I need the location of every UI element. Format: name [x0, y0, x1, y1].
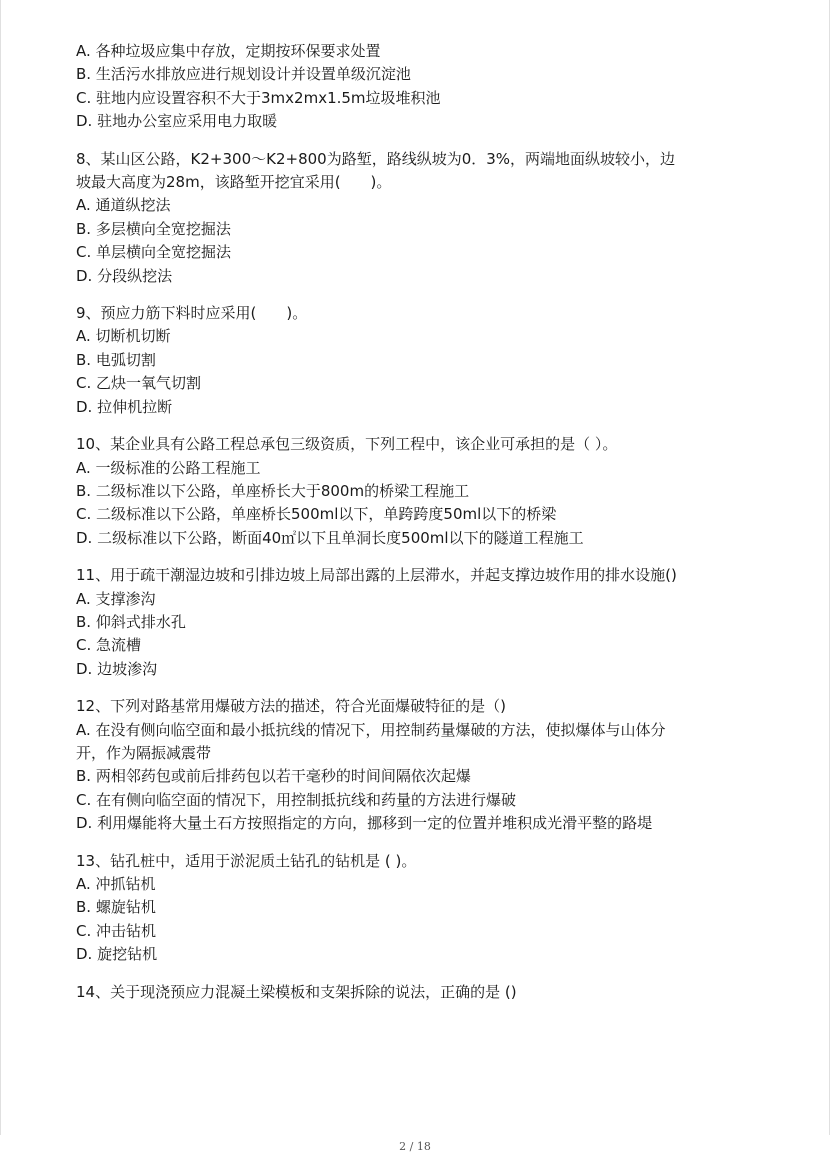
- option-c: C. 急流槽: [76, 636, 142, 655]
- question-stem: 12、下列对路基常用爆破方法的描述，符合光面爆破特征的是（): [76, 697, 506, 716]
- option-d: D. 驻地办公室应采用电力取暖: [76, 112, 278, 131]
- option-b: B. 仰斜式排水孔: [76, 612, 186, 631]
- question-stem-continued: 坡最大高度为28m，该路堑开挖宜采用( )。: [76, 173, 392, 192]
- option-b: B. 两相邻药包或前后排药包以若干毫秒的时间间隔依次起爆: [76, 767, 471, 786]
- page-content: [76, 40, 756, 1004]
- option-d: D. 边坡渗沟: [76, 659, 158, 678]
- option-a: A. 冲抓钻机: [76, 875, 156, 893]
- option-b: B. 螺旋钻机: [76, 898, 156, 917]
- option-c: C. 冲击钻机: [76, 921, 157, 940]
- option-a: A. 切断机切断: [76, 327, 171, 346]
- option-c: C. 乙炔一氧气切割: [76, 374, 202, 393]
- option-d: D. 分段纵挖法: [76, 266, 173, 285]
- option-c: C. 在有侧向临空面的情况下，用控制抵抗线和药量的方法进行爆破: [76, 790, 517, 809]
- question-stem: 11、用于疏干潮湿边坡和引排边坡上局部出露的上层滞水，并起支撑边坡作用的排水设施(): [76, 566, 677, 585]
- option-d: D. 利用爆能将大量土石方按照指定的方向，挪移到一定的位置并堆积成光滑平整的路堤: [76, 814, 653, 833]
- question-13: [76, 850, 756, 967]
- option-d: D. 二级标准以下公路，断面40㎡以下且单洞长度500ml以下的隧道工程施工: [76, 528, 584, 547]
- option-b: B. 二级标准以下公路，单座桥长大于800m的桥梁工程施工: [76, 481, 470, 500]
- question-10: [76, 433, 756, 550]
- option-a: A. 通道纵挖法: [76, 196, 171, 215]
- question-7-options: [76, 40, 756, 134]
- option-b: B. 电弧切割: [76, 350, 156, 369]
- option-a-continued: 开，作为隔振减震带: [76, 743, 212, 762]
- question-stem: 10、某企业具有公路工程总承包三级资质，下列工程中，该企业可承担的是（ ）。: [76, 435, 618, 454]
- option-c: C. 驻地内应设置容积不大于3mx2mx1.5m垃圾堆积池: [76, 88, 441, 107]
- question-9: [76, 302, 756, 419]
- question-11: [76, 564, 756, 681]
- option-c: C. 单层横向全宽挖掘法: [76, 243, 232, 262]
- option-a: A. 各种垃圾应集中存放，定期按环保要求处置: [76, 42, 381, 60]
- option-d: D. 拉伸机拉断: [76, 397, 173, 416]
- page-number: 2 / 18: [399, 1140, 431, 1153]
- option-d: D. 旋挖钻机: [76, 945, 158, 964]
- question-stem: 9、预应力筋下料时应采用( )。: [76, 304, 308, 323]
- option-a: A. 在没有侧向临空面和最小抵抗线的情况下，用控制药量爆破的方法，使拟爆体与山体分: [76, 720, 666, 739]
- question-8: [76, 148, 756, 288]
- question-stem: 14、关于现浇预应力混凝土梁模板和支架拆除的说法，正确的是 (): [76, 982, 517, 1001]
- question-stem: 8、某山区公路，K2+300～K2+800为路堑，路线纵坡为0．3%，两端地面纵坡较小，边: [76, 149, 676, 168]
- option-b: B. 生活污水排放应进行规划设计并设置单级沉淀池: [76, 65, 411, 84]
- question-12: [76, 695, 756, 835]
- option-a: A. 支撑渗沟: [76, 589, 156, 608]
- question-stem: 13、钻孔桩中，适用于淤泥质土钻孔的钻机是 ( )。: [76, 851, 417, 870]
- option-b: B. 多层横向全宽挖掘法: [76, 219, 231, 238]
- option-a: A. 一级标准的公路工程施工: [76, 458, 261, 477]
- question-14: [76, 981, 756, 1004]
- option-c: C. 二级标准以下公路，单座桥长500ml以下，单跨跨度50ml以下的桥梁: [76, 505, 557, 524]
